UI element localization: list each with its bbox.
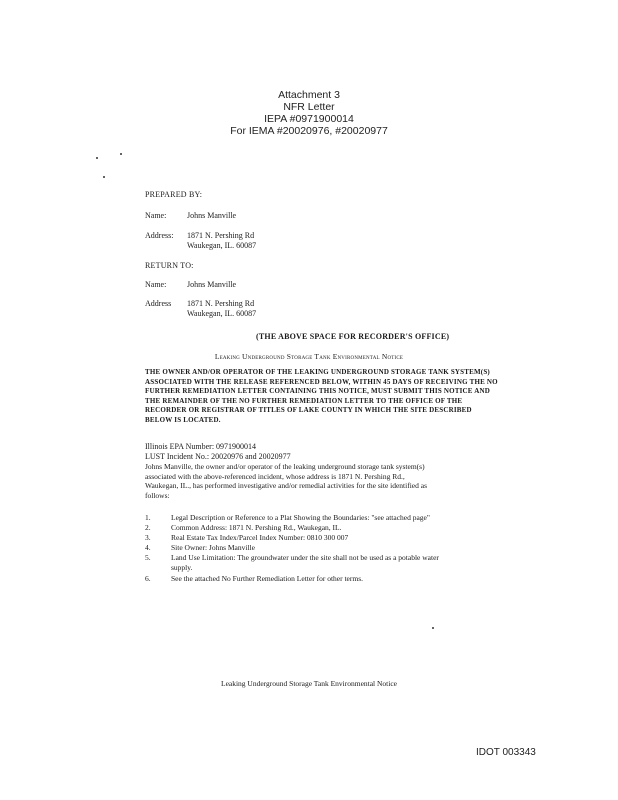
return-name-label: Name: bbox=[145, 280, 167, 289]
list-item-number: 1. bbox=[145, 513, 151, 522]
list-item-text: See the attached No Further Remediation Letter for other terms. bbox=[171, 574, 364, 583]
list-item bbox=[145, 533, 505, 543]
bates-number: IDOT 003343 bbox=[476, 747, 536, 758]
list-item-number bbox=[145, 563, 171, 574]
list-item-number: 2. bbox=[145, 523, 151, 532]
list-item-text: Land Use Limitation: The groundwater under the site shall not be used as a potable water bbox=[171, 553, 439, 562]
list-item-text: Legal Description or Reference to a Plat Showing the Boundaries: "see attached page" bbox=[171, 513, 430, 522]
notice-paragraph bbox=[145, 368, 505, 425]
scan-speck bbox=[432, 627, 434, 629]
notice-line: THE OWNER AND/OR OPERATOR OF THE LEAKING UNDERGROUND STORAGE TANK SYSTEM(S) bbox=[145, 368, 490, 376]
prepared-address-label: Address: bbox=[145, 231, 174, 240]
notice-line: BELOW IS LOCATED. bbox=[145, 415, 221, 424]
prepared-address-line1: 1871 N. Pershing Rd bbox=[187, 231, 255, 240]
notice-line: ASSOCIATED WITH THE RELEASE REFERENCED BELOW, WITHIN 45 DAYS OF RECEIVING THE NO bbox=[145, 377, 498, 386]
header-line-attachment: Attachment 3 bbox=[278, 89, 340, 101]
prepared-name-value: Johns Manville bbox=[187, 211, 237, 220]
list-item bbox=[145, 523, 505, 533]
header-line-letter: NFR Letter bbox=[283, 101, 335, 113]
list-item-number: 6. bbox=[145, 574, 151, 583]
prepared-by-heading: PREPARED BY: bbox=[145, 190, 203, 199]
illinois-epa-number: Illinois EPA Number: 0971900014 bbox=[145, 442, 257, 451]
body-line: follows: bbox=[145, 490, 170, 500]
body-line: Johns Manville, the owner and/or operator of the leaking underground storage tank system(s) bbox=[145, 462, 425, 471]
footer-notice-title: Leaking Underground Storage Tank Environmental Notice bbox=[220, 679, 398, 688]
body-line: Waukegan, IL., has performed investigative and/or remedial activities for the site identified as bbox=[145, 481, 428, 490]
return-address-label: Address bbox=[145, 299, 172, 308]
list-item bbox=[145, 553, 505, 563]
scan-speck bbox=[120, 153, 122, 155]
scan-speck bbox=[103, 176, 105, 178]
header-line-iepa: IEPA #0971900014 bbox=[264, 113, 354, 125]
notice-line: RECORDER OR REGISTRAR OF TITLES OF LAKE COUNTY IN WHICH THE SITE DESCRIBED bbox=[145, 406, 472, 414]
list-item-text: Real Estate Tax Index/Parcel Index Number: 0810 300 007 bbox=[171, 533, 349, 542]
notice-line: THE REMAINDER OF THE NO FURTHER REMEDIATION LETTER TO THE OFFICE OF THE bbox=[145, 396, 463, 405]
recorder-space-note: (THE ABOVE SPACE FOR RECORDER'S OFFICE) bbox=[256, 332, 450, 341]
list-item bbox=[145, 543, 505, 553]
list-item-text: supply. bbox=[171, 563, 193, 572]
body-paragraph bbox=[145, 462, 505, 500]
return-address-line1: 1871 N. Pershing Rd bbox=[187, 299, 255, 308]
lust-incident-number: LUST Incident No.: 20020976 and 20020977 bbox=[145, 452, 291, 461]
notice-title: Leaking Underground Storage Tank Environmental Notice bbox=[214, 352, 404, 361]
prepared-address-line2: Waukegan, IL. 60087 bbox=[187, 241, 257, 250]
list-item-number: 5. bbox=[145, 553, 151, 562]
list-item bbox=[145, 513, 505, 523]
list-item bbox=[145, 563, 505, 574]
list-item-text: Common Address: 1871 N. Pershing Rd., Waukegan, IL. bbox=[171, 523, 342, 532]
return-address-line2: Waukegan, IL. 60087 bbox=[187, 309, 257, 318]
notice-line: FURTHER REMEDIATION LETTER CONTAINING THIS NOTICE, MUST SUBMIT THIS NOTICE AND bbox=[145, 387, 491, 395]
return-name-value: Johns Manville bbox=[187, 280, 237, 289]
prepared-name-label: Name: bbox=[145, 211, 167, 220]
header-line-iema: For IEMA #20020976, #20020977 bbox=[230, 125, 388, 137]
list-item-number: 3. bbox=[145, 533, 151, 542]
scan-speck bbox=[96, 157, 98, 159]
list-item-number: 4. bbox=[145, 543, 151, 552]
numbered-list bbox=[145, 513, 505, 584]
return-to-heading: RETURN TO: bbox=[145, 261, 194, 270]
list-item bbox=[145, 574, 505, 584]
body-line: associated with the above-referenced incident, whose address is 1871 N. Pershing Rd., bbox=[145, 471, 405, 481]
list-item-text: Site Owner: Johns Manville bbox=[171, 543, 255, 552]
